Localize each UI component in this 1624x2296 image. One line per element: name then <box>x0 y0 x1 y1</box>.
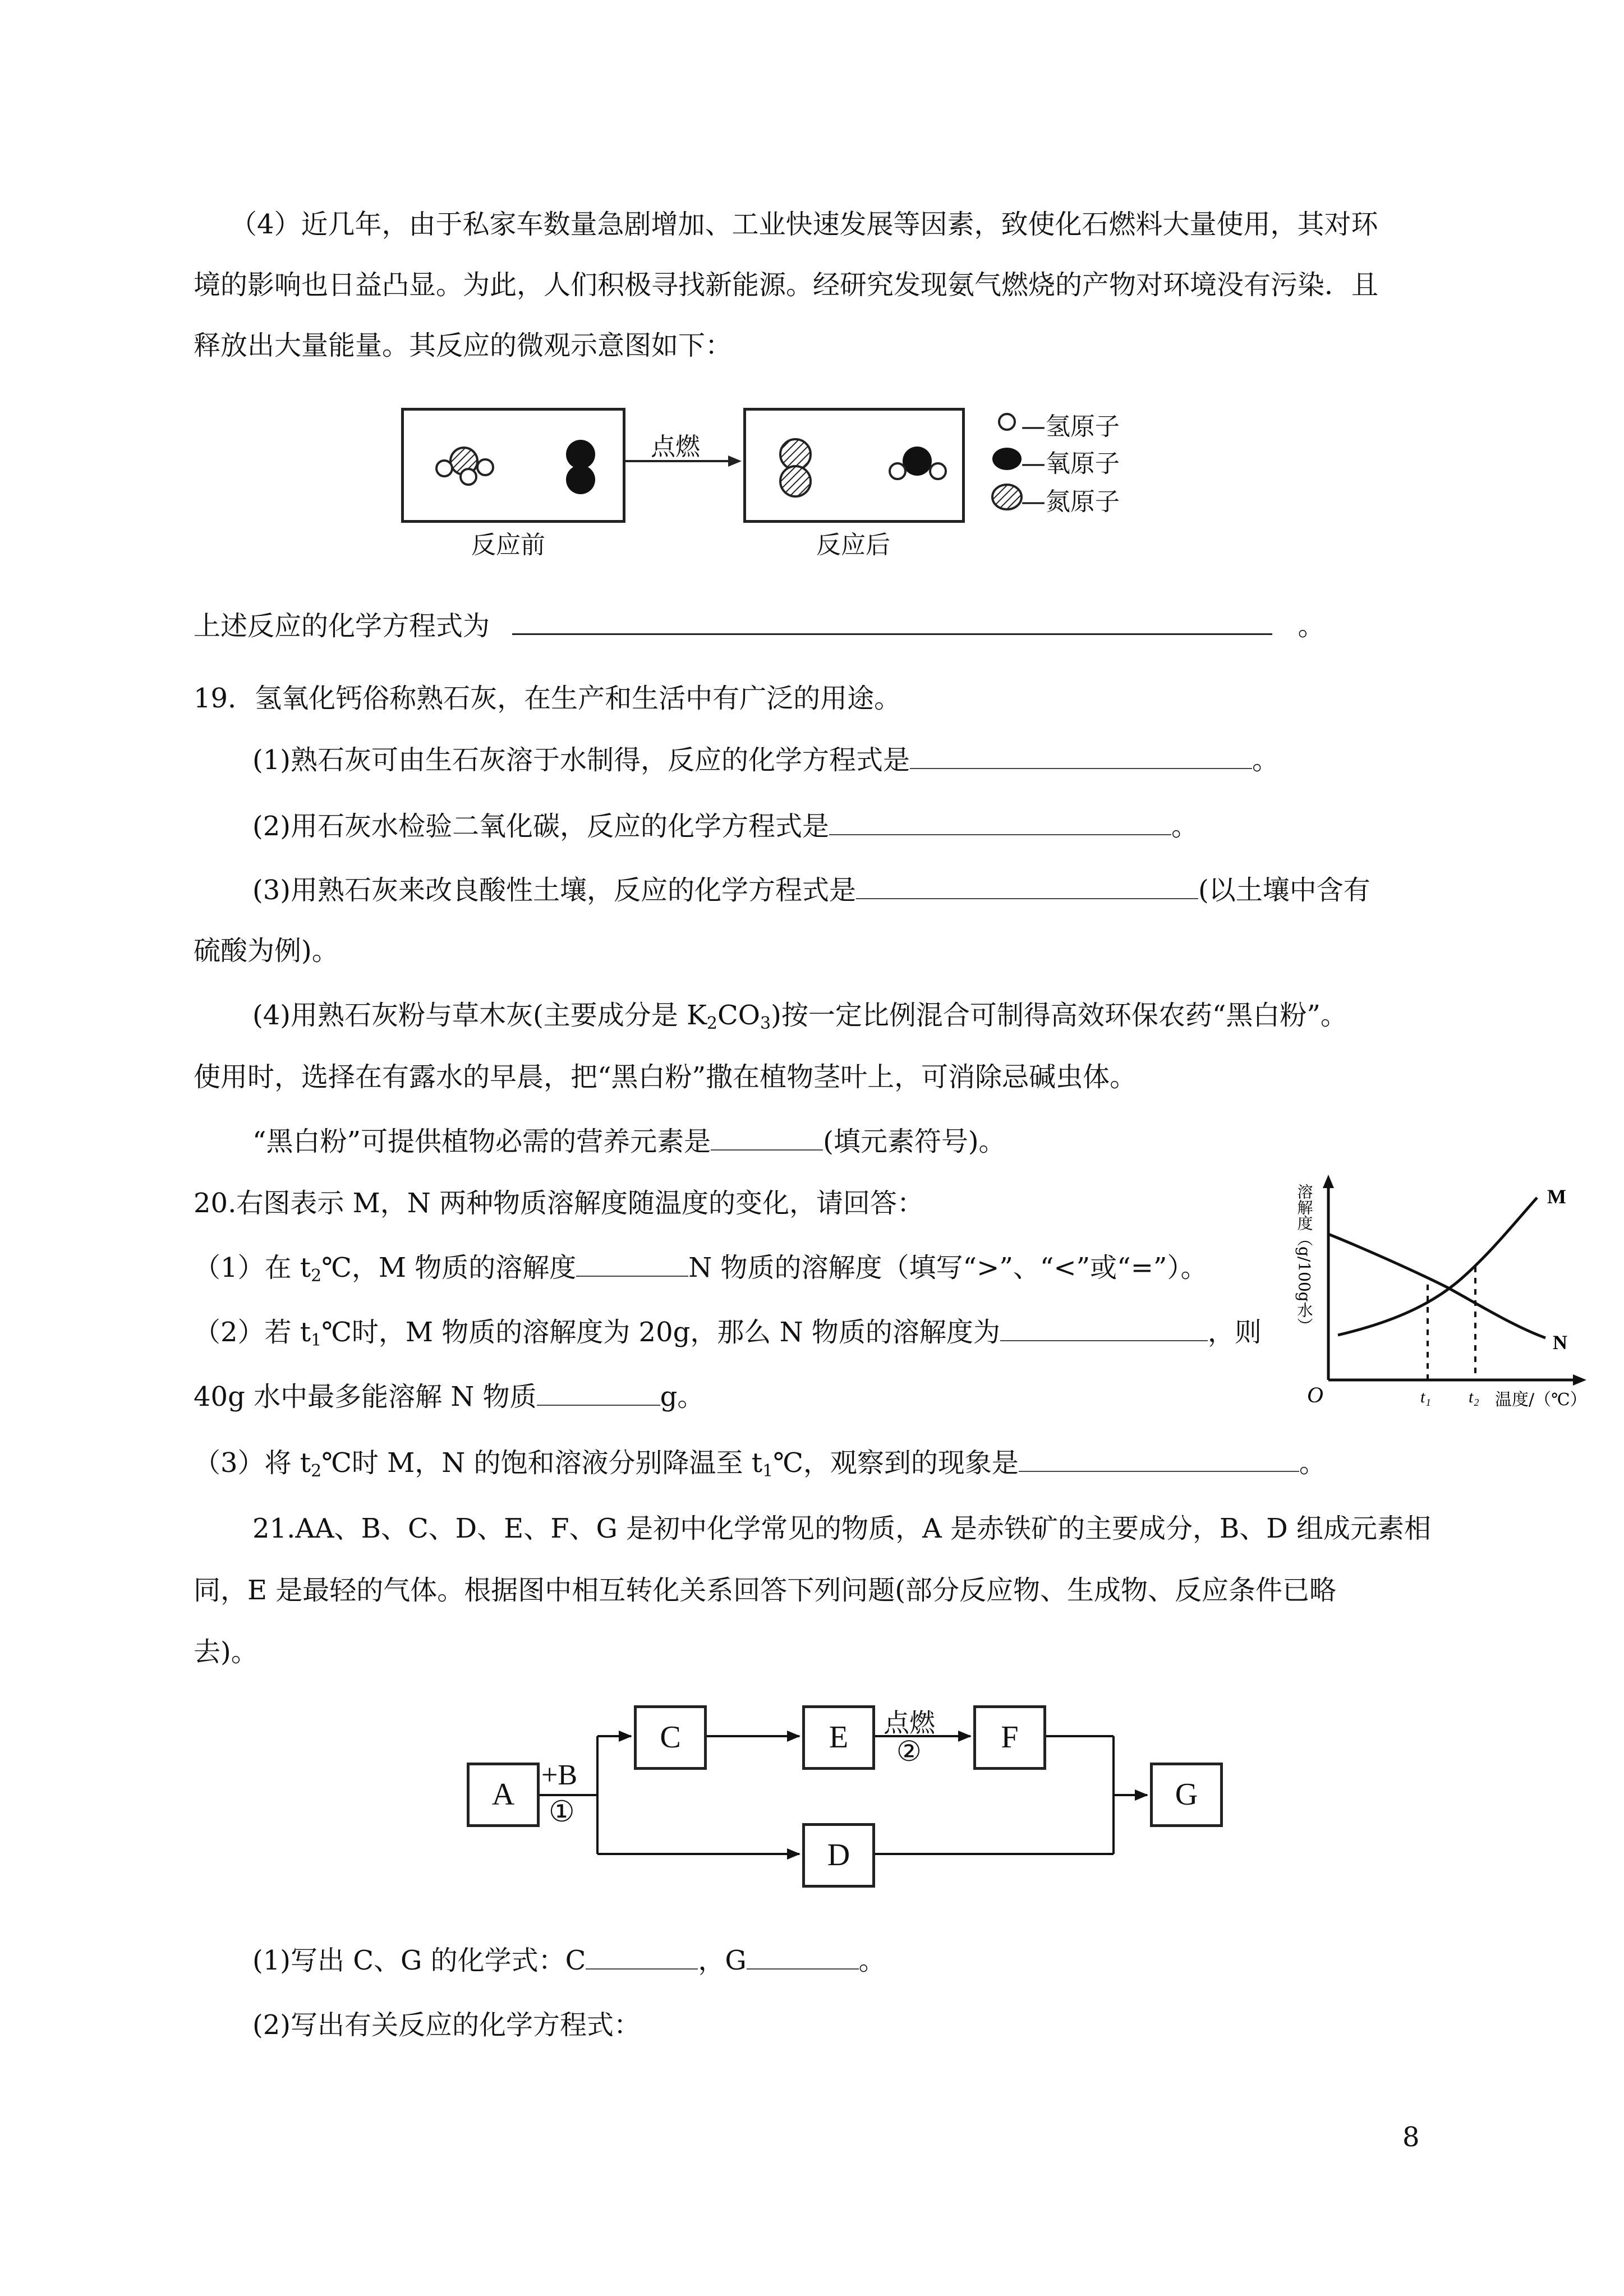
node-c: C <box>634 1705 707 1770</box>
legend-nitrogen: —氮原子 <box>1021 487 1120 516</box>
q21-g-blank[interactable] <box>747 1944 859 1970</box>
q19-p2: (2)用石灰水检验二氧化碳，反应的化学方程式是 。 <box>252 811 1199 842</box>
q20-stem: 20.右图表示 M，N 两种物质溶解度随温度的变化，请回答： <box>194 1188 924 1219</box>
q18-4-answer-line: 上述反应的化学方程式为 。 <box>194 609 1325 643</box>
x-tick-t1: t₁ <box>1420 1388 1431 1406</box>
q20-p2-line2: 40g 水中最多能溶解 N 物质 g。 <box>194 1381 705 1412</box>
y-axis-label: 溶解度（g/100g水） <box>1295 1184 1314 1333</box>
series-m-label: M <box>1547 1185 1566 1208</box>
q21-line2: 同，E 是最轻的气体。根据图中相互转化关系回答下列问题(部分反应物、生成物、反应条件已略 <box>194 1575 1337 1606</box>
q18-4-line2: 境的影响也日益凸显。为此，人们积极寻找新能源。经研究发现氨气燃烧的产物对环境没有污染．且 <box>194 269 1379 301</box>
q20-p2: （2）若 $t_1℃$时，M 物质的溶解度为 20g，那么 N 物质的溶解度为 ，则 <box>194 1317 1262 1350</box>
q21-line3: 去)。 <box>194 1636 258 1668</box>
q19-p4: (4)用熟石灰粉与草木灰(主要成分是 $K_2CO_3$)按一定比例混合可制得高效环保农药“黑白粉”。 <box>252 1000 1347 1033</box>
node-e: E <box>802 1705 875 1770</box>
q18-4-line1: （4）近几年，由于私家车数量急剧增加、工业快速发展等因素，致使化石燃料大量使用，其对环 <box>230 209 1378 240</box>
node-a: A <box>467 1763 540 1827</box>
after-label: 反应后 <box>816 531 890 559</box>
node-g: G <box>1150 1763 1223 1827</box>
ignite-label-flow: 点燃 <box>884 1708 935 1738</box>
ignite-label: 点燃 <box>651 432 700 461</box>
node-d: D <box>802 1823 875 1888</box>
before-label: 反应前 <box>471 531 545 559</box>
node-f: F <box>973 1705 1046 1770</box>
q19-p4-line2: 使用时，选择在有露水的早晨，把“黑白粉”撒在植物茎叶上，可消除忌碱虫体。 <box>194 1061 1137 1093</box>
q21-p2: (2)写出有关反应的化学方程式： <box>252 2009 641 2041</box>
x-tick-t2: t₂ <box>1469 1388 1479 1406</box>
plus-b-label: +B <box>541 1759 578 1791</box>
x-axis-label: 温度/（℃） <box>1495 1390 1587 1410</box>
q21-c-blank[interactable] <box>586 1944 698 1970</box>
q19-stem: 19．氢氧化钙俗称熟石灰，在生产和生活中有广泛的用途。 <box>194 683 901 714</box>
q20-p1: （1）在 $t_2℃$，M 物质的溶解度 N 物质的溶解度（填写“>”、“<”或“=”）。 <box>194 1252 1208 1286</box>
step2-label: ② <box>896 1735 922 1768</box>
q18-4-line3: 释放出大量能量。其反应的微观示意图如下： <box>194 330 733 361</box>
q19-p3: (3)用熟石灰来改良酸性土壤，反应的化学方程式是 (以土壤中含有 <box>252 875 1370 906</box>
step1-label: ① <box>549 1795 575 1829</box>
series-n-label: N <box>1553 1331 1567 1354</box>
q21-p1: (1)写出 C、G 的化学式：C ，G 。 <box>252 1945 886 1976</box>
q20-p3: （3）将 $t_2℃$时 M，N 的饱和溶液分别降温至 $t_1℃$，观察到的现象是 。 <box>194 1447 1326 1481</box>
q19-p1: (1)熟石灰可由生石灰溶于水制得，反应的化学方程式是 。 <box>252 744 1280 776</box>
q21-line1: 21.AA、B、C、D、E、F、G 是初中化学常见的物质，A 是赤铁矿的主要成分，B、D 组成元素相 <box>252 1513 1432 1544</box>
legend-oxygen: —氧原子 <box>1021 449 1120 478</box>
origin-label: O <box>1307 1382 1323 1407</box>
page-number: 8 <box>1402 2122 1420 2153</box>
legend-hydrogen: —氢原子 <box>1021 412 1120 441</box>
q19-p3-line2: 硫酸为例)。 <box>194 935 339 967</box>
q19-p4-line3: “黑白粉”可提供植物必需的营养元素是 (填元素符号)。 <box>252 1126 1006 1157</box>
